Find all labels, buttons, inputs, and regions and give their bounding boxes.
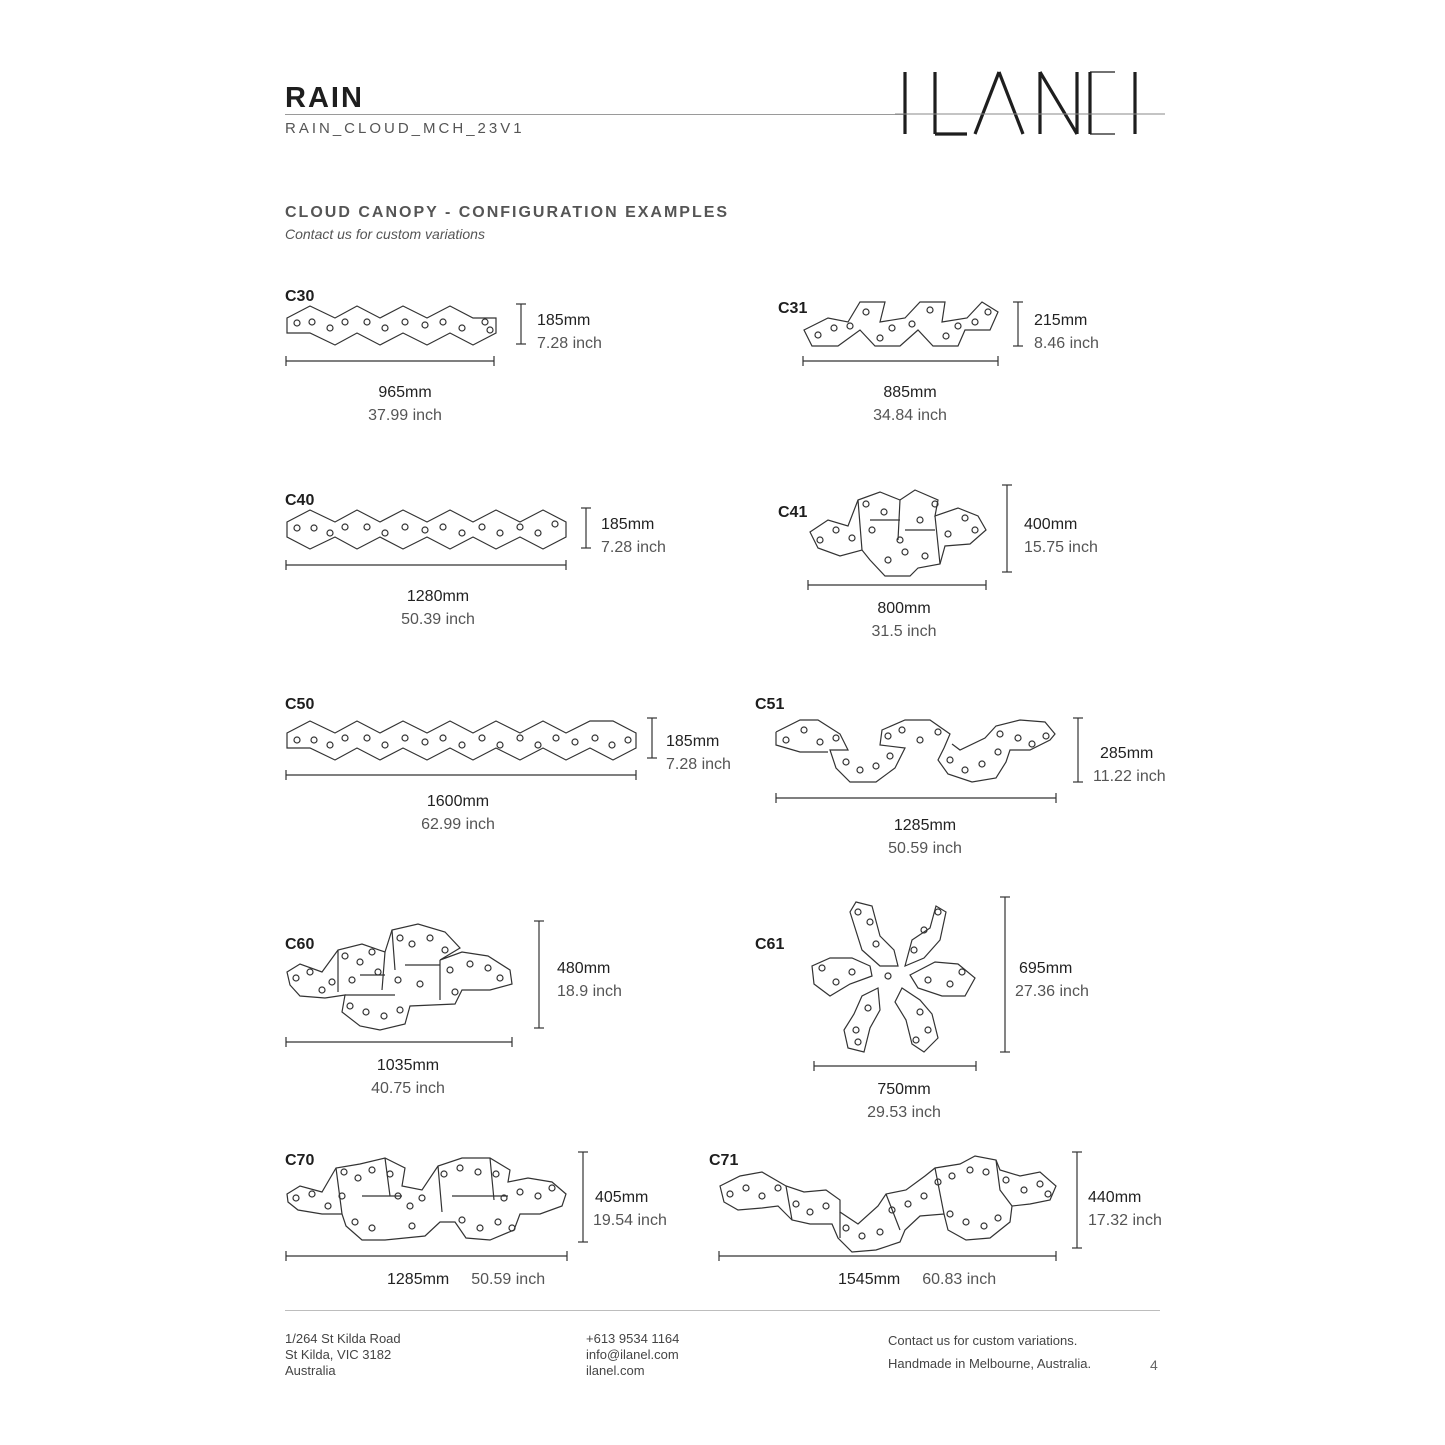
config-height (1034, 309, 1099, 355)
width-inch: 31.5 inch (871, 623, 937, 640)
address-line: 1/264 St Kilda Road (285, 1331, 401, 1346)
width-mm: 1545mm (838, 1271, 901, 1288)
height-inch: 7.28 inch (601, 539, 666, 556)
height-mm: 405mm (595, 1189, 649, 1206)
height-inch: 15.75 inch (1024, 539, 1098, 556)
footer-contact (586, 1331, 679, 1379)
footer-address (285, 1331, 401, 1379)
width-mm: 1285mm (893, 817, 957, 834)
width-mm: 750mm (877, 1081, 931, 1098)
height-inch: 8.46 inch (1034, 335, 1099, 352)
config-width (387, 1271, 545, 1289)
config-height (557, 957, 622, 1003)
config-height (1093, 742, 1166, 788)
height-mm: 185mm (537, 312, 591, 329)
width-inch: 34.84 inch (873, 407, 947, 424)
config-c40-drawing (287, 510, 566, 549)
width-inch: 62.99 inch (421, 816, 495, 833)
config-label: C50 (285, 696, 315, 713)
height-mm: 285mm (1100, 745, 1154, 762)
config-width (295, 381, 515, 427)
config-label: C41 (778, 504, 808, 521)
footer-note: Contact us for custom variations. (888, 1333, 1078, 1348)
config-c51-drawing (776, 720, 1055, 782)
page-title: RAIN (285, 82, 364, 114)
config-c70-drawing (287, 1158, 566, 1240)
section-subtitle: Contact us for custom variations (285, 226, 485, 242)
width-inch: 50.59 inch (471, 1271, 546, 1288)
height-mm: 695mm (1019, 960, 1073, 977)
height-inch: 7.28 inch (537, 335, 602, 352)
config-height (593, 1186, 667, 1232)
config-height (601, 513, 666, 559)
height-inch: 17.32 inch (1088, 1212, 1162, 1229)
footer-note: Handmade in Melbourne, Australia. (888, 1356, 1092, 1371)
width-inch: 29.53 inch (867, 1104, 941, 1121)
width-mm: 1600mm (426, 793, 490, 810)
config-width (794, 1078, 1014, 1124)
width-inch: 37.99 inch (368, 407, 442, 424)
height-mm: 185mm (666, 733, 720, 750)
website-link[interactable]: ilanel.com (586, 1363, 645, 1378)
address-line: Australia (285, 1363, 336, 1378)
config-width (328, 585, 548, 631)
config-c60-drawing (287, 924, 512, 1030)
width-mm: 1285mm (387, 1271, 450, 1288)
config-width (838, 1271, 996, 1289)
phone-number[interactable]: +613 9534 1164 (586, 1331, 680, 1346)
width-inch: 40.75 inch (371, 1080, 445, 1097)
config-height (537, 309, 602, 355)
height-mm: 185mm (601, 516, 655, 533)
product-code: RAIN_CLOUD_MCH_23V1 (285, 120, 525, 137)
config-label: C70 (285, 1152, 315, 1169)
height-inch: 11.22 inch (1093, 768, 1166, 785)
config-height (1088, 1186, 1162, 1232)
height-inch: 27.36 inch (1015, 983, 1089, 1000)
config-width (298, 1054, 518, 1100)
width-mm: 800mm (877, 600, 931, 617)
config-c50-drawing (287, 721, 636, 760)
config-height (1015, 957, 1089, 1003)
width-inch: 50.59 inch (888, 840, 962, 857)
height-mm: 400mm (1024, 516, 1078, 533)
config-c30-drawing (287, 306, 496, 345)
address-line: St Kilda, VIC 3182 (285, 1347, 392, 1362)
config-label: C51 (755, 696, 785, 713)
height-inch: 7.28 inch (666, 756, 731, 773)
config-c61-drawing (812, 902, 975, 1052)
height-mm: 440mm (1088, 1189, 1142, 1206)
config-label: C40 (285, 492, 315, 509)
height-mm: 480mm (557, 960, 611, 977)
page-number: 4 (1150, 1357, 1158, 1373)
config-label: C60 (285, 936, 315, 953)
config-width (348, 790, 568, 836)
config-label: C71 (709, 1152, 739, 1169)
width-mm: 1035mm (376, 1057, 440, 1074)
height-inch: 18.9 inch (557, 983, 622, 1000)
config-width (815, 814, 1035, 860)
config-c31-drawing (804, 302, 998, 346)
config-label: C31 (778, 300, 808, 317)
width-mm: 965mm (378, 384, 432, 401)
config-height (666, 730, 731, 776)
config-c41-drawing (810, 490, 986, 576)
width-mm: 1280mm (406, 588, 470, 605)
width-inch: 60.83 inch (922, 1271, 997, 1288)
width-mm: 885mm (883, 384, 937, 401)
config-label: C61 (755, 936, 785, 953)
config-width (800, 381, 1020, 427)
section-title: CLOUD CANOPY - CONFIGURATION EXAMPLES (285, 204, 730, 221)
config-width (794, 597, 1014, 643)
height-mm: 215mm (1034, 312, 1088, 329)
footer-notes (888, 1333, 1091, 1379)
width-inch: 50.39 inch (401, 611, 475, 628)
footer-divider (285, 1310, 1160, 1311)
config-label: C30 (285, 288, 315, 305)
config-c71-drawing (720, 1156, 1056, 1252)
config-height (1024, 513, 1098, 559)
email-link[interactable]: info@ilanel.com (586, 1347, 679, 1362)
height-inch: 19.54 inch (593, 1212, 667, 1229)
